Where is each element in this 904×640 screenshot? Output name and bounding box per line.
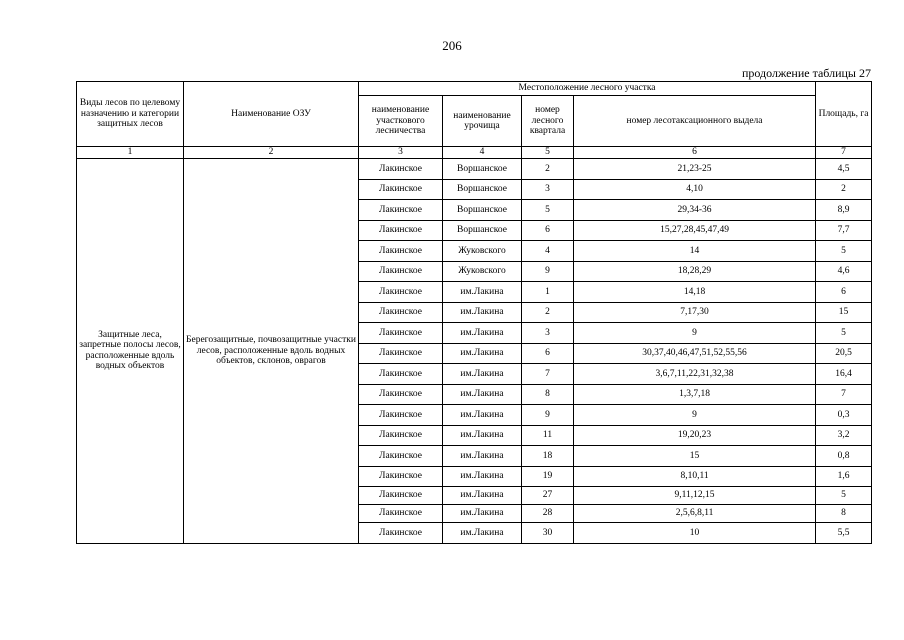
column-number: 6 bbox=[574, 147, 816, 159]
cell-district: Лакинское bbox=[359, 200, 443, 221]
cell-district: Лакинское bbox=[359, 487, 443, 505]
cell-allotments: 9 bbox=[574, 323, 816, 344]
cell-tract: им.Лакина bbox=[443, 343, 522, 364]
cell-district: Лакинское bbox=[359, 282, 443, 303]
cell-quarter: 8 bbox=[522, 384, 574, 405]
cell-allotments: 10 bbox=[574, 523, 816, 544]
column-number: 3 bbox=[359, 147, 443, 159]
cell-district: Лакинское bbox=[359, 220, 443, 241]
forest-plots-table bbox=[76, 81, 872, 544]
cell-quarter: 30 bbox=[522, 523, 574, 544]
cell-allotments: 30,37,40,46,47,51,52,55,56 bbox=[574, 343, 816, 364]
cell-quarter: 3 bbox=[522, 179, 574, 200]
cell-area: 8 bbox=[816, 505, 872, 523]
cell-tract: им.Лакина bbox=[443, 487, 522, 505]
cell-area: 7 bbox=[816, 384, 872, 405]
cell-tract: им.Лакина bbox=[443, 364, 522, 385]
cell-tract: им.Лакина bbox=[443, 384, 522, 405]
cell-district: Лакинское bbox=[359, 446, 443, 467]
cell-quarter: 2 bbox=[522, 302, 574, 323]
cell-tract: Воршанское bbox=[443, 200, 522, 221]
cell-district: Лакинское bbox=[359, 241, 443, 262]
cell-quarter: 4 bbox=[522, 241, 574, 262]
cell-allotments: 19,20,23 bbox=[574, 425, 816, 446]
cell-area: 5 bbox=[816, 323, 872, 344]
header-ozu-name: Наименование ОЗУ bbox=[184, 82, 359, 147]
cell-area: 5,5 bbox=[816, 523, 872, 544]
cell-district: Лакинское bbox=[359, 523, 443, 544]
cell-allotments: 14 bbox=[574, 241, 816, 262]
cell-quarter: 6 bbox=[522, 343, 574, 364]
cell-area: 20,5 bbox=[816, 343, 872, 364]
cell-quarter: 5 bbox=[522, 200, 574, 221]
cell-tract: им.Лакина bbox=[443, 446, 522, 467]
cell-allotments: 14,18 bbox=[574, 282, 816, 303]
cell-district: Лакинское bbox=[359, 384, 443, 405]
cell-area: 4,6 bbox=[816, 261, 872, 282]
cell-tract: им.Лакина bbox=[443, 282, 522, 303]
cell-area: 4,5 bbox=[816, 159, 872, 180]
cell-allotments: 9,11,12,15 bbox=[574, 487, 816, 505]
header-tract: наименование урочища bbox=[443, 96, 522, 147]
cell-allotments: 3,6,7,11,22,31,32,38 bbox=[574, 364, 816, 385]
cell-area: 15 bbox=[816, 302, 872, 323]
cell-area: 0,8 bbox=[816, 446, 872, 467]
column-number: 1 bbox=[77, 147, 184, 159]
cell-allotments: 15,27,28,45,47,49 bbox=[574, 220, 816, 241]
cell-allotments: 8,10,11 bbox=[574, 466, 816, 487]
column-number: 2 bbox=[184, 147, 359, 159]
cell-tract: им.Лакина bbox=[443, 425, 522, 446]
cell-tract: им.Лакина bbox=[443, 405, 522, 426]
cell-tract: им.Лакина bbox=[443, 505, 522, 523]
cell-allotments: 15 bbox=[574, 446, 816, 467]
cell-tract: им.Лакина bbox=[443, 466, 522, 487]
cell-tract: им.Лакина bbox=[443, 523, 522, 544]
cell-district: Лакинское bbox=[359, 159, 443, 180]
header-forest-type: Виды лесов по целевому назначению и категории защитных лесов bbox=[77, 82, 184, 147]
cell-quarter: 9 bbox=[522, 261, 574, 282]
cell-quarter: 3 bbox=[522, 323, 574, 344]
cell-area: 1,6 bbox=[816, 466, 872, 487]
cell-district: Лакинское bbox=[359, 323, 443, 344]
cell-allotments: 4,10 bbox=[574, 179, 816, 200]
cell-district: Лакинское bbox=[359, 505, 443, 523]
cell-tract: Жуковского bbox=[443, 261, 522, 282]
cell-quarter: 27 bbox=[522, 487, 574, 505]
cell-quarter: 19 bbox=[522, 466, 574, 487]
column-number: 5 bbox=[522, 147, 574, 159]
cell-quarter: 7 bbox=[522, 364, 574, 385]
column-number: 4 bbox=[443, 147, 522, 159]
cell-ozu-name: Берегозащитные, почвозащитные участки лесов, расположенные вдоль водных объектов, склонов, оврагов bbox=[184, 159, 359, 544]
cell-quarter: 18 bbox=[522, 446, 574, 467]
cell-quarter: 6 bbox=[522, 220, 574, 241]
cell-district: Лакинское bbox=[359, 302, 443, 323]
column-number: 7 bbox=[816, 147, 872, 159]
cell-quarter: 9 bbox=[522, 405, 574, 426]
cell-allotments: 21,23-25 bbox=[574, 159, 816, 180]
cell-district: Лакинское bbox=[359, 179, 443, 200]
cell-district: Лакинское bbox=[359, 425, 443, 446]
cell-district: Лакинское bbox=[359, 466, 443, 487]
cell-tract: Воршанское bbox=[443, 179, 522, 200]
cell-district: Лакинское bbox=[359, 405, 443, 426]
cell-tract: Жуковского bbox=[443, 241, 522, 262]
cell-allotments: 29,34-36 bbox=[574, 200, 816, 221]
cell-quarter: 2 bbox=[522, 159, 574, 180]
cell-tract: Воршанское bbox=[443, 220, 522, 241]
cell-area: 3,2 bbox=[816, 425, 872, 446]
cell-allotments: 2,5,6,8,11 bbox=[574, 505, 816, 523]
cell-forest-type: Защитные леса, запретные полосы лесов, расположенные вдоль водных объектов bbox=[77, 159, 184, 544]
cell-quarter: 1 bbox=[522, 282, 574, 303]
cell-area: 5 bbox=[816, 241, 872, 262]
header-allotment: номер лесотаксационного выдела bbox=[574, 96, 816, 147]
cell-district: Лакинское bbox=[359, 261, 443, 282]
cell-area: 7,7 bbox=[816, 220, 872, 241]
header-district: наименование участкового лесничества bbox=[359, 96, 443, 147]
cell-area: 5 bbox=[816, 487, 872, 505]
page-number: 206 bbox=[442, 38, 462, 53]
table-continuation-label: продолжение таблицы 27 bbox=[741, 66, 871, 80]
cell-allotments: 7,17,30 bbox=[574, 302, 816, 323]
cell-area: 0,3 bbox=[816, 405, 872, 426]
cell-allotments: 1,3,7,18 bbox=[574, 384, 816, 405]
cell-tract: Воршанское bbox=[443, 159, 522, 180]
cell-quarter: 11 bbox=[522, 425, 574, 446]
cell-allotments: 18,28,29 bbox=[574, 261, 816, 282]
header-quarter: номер лесного квартала bbox=[522, 96, 574, 147]
cell-area: 6 bbox=[816, 282, 872, 303]
cell-tract: им.Лакина bbox=[443, 323, 522, 344]
table-row bbox=[77, 159, 872, 180]
cell-allotments: 9 bbox=[574, 405, 816, 426]
cell-area: 16,4 bbox=[816, 364, 872, 385]
header-area: Площадь, га bbox=[816, 82, 872, 147]
cell-area: 2 bbox=[816, 179, 872, 200]
cell-tract: им.Лакина bbox=[443, 302, 522, 323]
cell-district: Лакинское bbox=[359, 343, 443, 364]
cell-quarter: 28 bbox=[522, 505, 574, 523]
cell-area: 8,9 bbox=[816, 200, 872, 221]
cell-district: Лакинское bbox=[359, 364, 443, 385]
header-location: Местоположение лесного участка bbox=[359, 82, 816, 96]
